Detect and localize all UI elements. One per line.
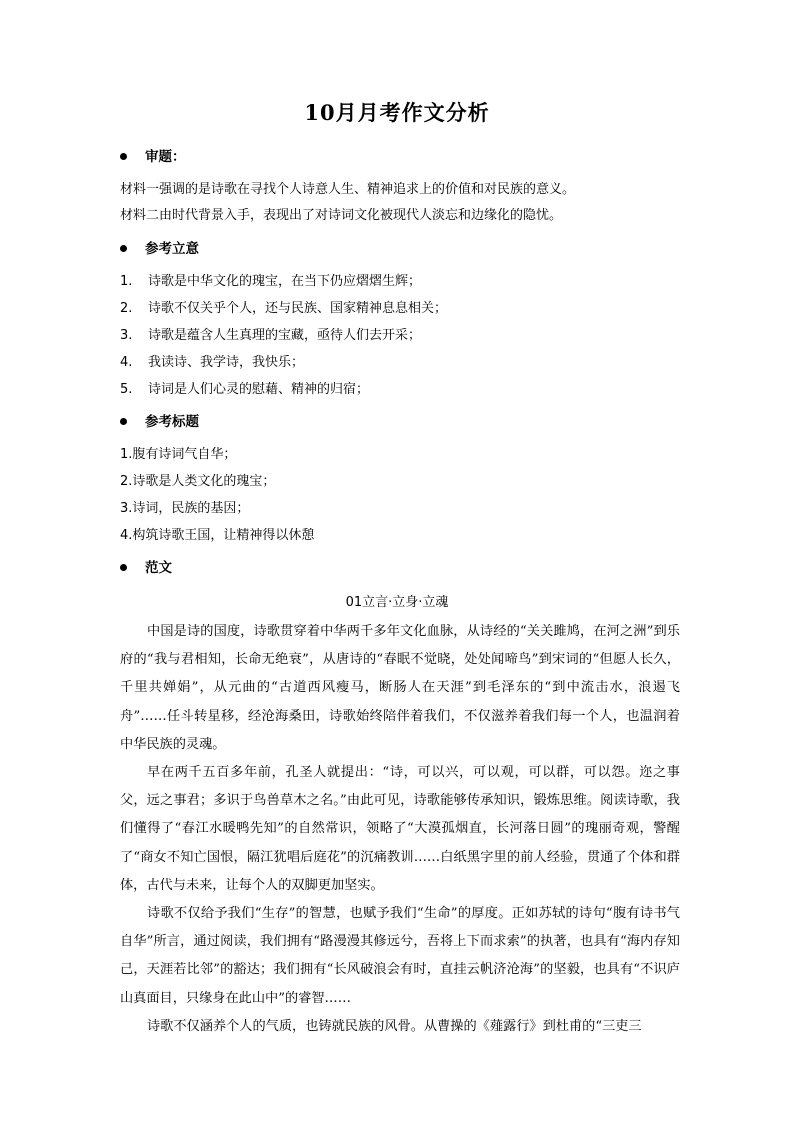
section-heading-fanwen (120, 558, 172, 578)
liyi-item (120, 326, 680, 346)
bullet-icon (120, 418, 127, 425)
liyi-item (120, 272, 680, 292)
list-number: 5. (120, 382, 133, 397)
essay-paragraph: 诗歌不仅涵养个人的气质，也铸就民族的风骨。从曹操的《薤露行》到杜甫的“三吏三 (147, 1018, 642, 1034)
shenti-line: 材料一强调的是诗歌在寻找个人诗意人生、精神追求上的价值和对民族的意义。 (120, 182, 576, 197)
list-text: 诗歌是中华文化的瑰宝，在当下仍应熠熠生辉； (148, 274, 422, 289)
bullet-icon (120, 245, 127, 252)
page-title: 10月月考作文分析 (304, 100, 490, 125)
heading-text: 参考立意 (145, 241, 199, 257)
section-heading-shenti (120, 147, 186, 167)
list-text: 诗词是人们心灵的慰藉、精神的归宿； (148, 382, 370, 397)
section-heading-biaoti (120, 412, 199, 432)
shenti-line: 材料二由时代背景入手，表现出了对诗词文化被现代人淡忘和边缘化的隐忧。 (120, 208, 563, 223)
liyi-item (120, 380, 680, 400)
essay-paragraph: 诗歌不仅给予我们“生存”的智慧，也赋予我们“生命”的厚度。正如苏轼的诗句“腹有诗书气自华”所言，通过阅读，我们拥有“路漫漫其修远兮，吾将上下而求索”的执著，也具有“海内存知己，天涯若比邻”的豁达；我们拥有“长风破浪会有时，直挂云帆济沧海”的坚毅，也具有“不识庐山真面目，只缘身在此山中”的睿智…… (120, 906, 680, 1006)
biaoti-item: 4.构筑诗歌王国，让精神得以休憩 (120, 528, 315, 543)
essay-title: 01立言·立身·立魂 (345, 595, 449, 610)
list-text: 诗歌不仅关乎个人，还与民族、国家精神息息相关； (148, 301, 448, 316)
essay-paragraph: 中国是诗的国度，诗歌贯穿着中华两千多年文化血脉，从诗经的“关关雎鸠，在河之洲”到乐府的“我与君相知，长命无绝衰”，从唐诗的“春眠不觉晓，处处闻啼鸟”到宋词的“但愿人长久，千里共婵娟”，从元曲的“古道西风瘦马，断肠人在天涯”到毛泽东的“到中流击水，浪遏飞舟”……任斗转星移，经沧海桑田，诗歌始终陪伴着我们，不仅滋养着我们每一个人，也温润着中华民族的灵魂。 (120, 624, 680, 752)
list-text: 诗歌是蕴含人生真理的宝藏，亟待人们去开采； (148, 328, 422, 343)
list-number: 3. (120, 328, 133, 343)
list-number: 1. (120, 274, 133, 289)
liyi-item (120, 353, 680, 373)
heading-text: 参考标题 (145, 414, 199, 430)
biaoti-item: 1.腹有诗词气自华； (120, 447, 237, 462)
bullet-icon (120, 564, 127, 571)
list-number: 4. (120, 355, 133, 370)
essay-body (120, 618, 680, 1041)
liyi-item (120, 299, 680, 319)
list-number: 2. (120, 301, 133, 316)
heading-text: 审题： (145, 149, 186, 165)
list-text: 我读诗、我学诗，我快乐； (148, 355, 305, 370)
biaoti-item: 3.诗词，民族的基因； (120, 501, 250, 516)
heading-text: 范文 (145, 560, 172, 576)
biaoti-item: 2.诗歌是人类文化的瑰宝； (120, 474, 276, 489)
essay-paragraph: 早在两千五百多年前，孔圣人就提出：“诗，可以兴，可以观，可以群，可以怨。迩之事父，远之事君；多识于鸟兽草木之名。”由此可见，诗歌能够传承知识，锻炼思维。阅读诗歌，我们懂得了“春江水暖鸭先知”的自然常识，领略了“大漠孤烟直，长河落日圆”的瑰丽奇观，警醒了“商女不知亡国恨，隔江犹唱后庭花”的沉痛教训……白纸黑字里的前人经验，贯通了个体和群体，古代与未来，让每个人的双脚更加坚实。 (120, 765, 680, 893)
bullet-icon (120, 153, 127, 160)
section-heading-liyi (120, 239, 199, 259)
